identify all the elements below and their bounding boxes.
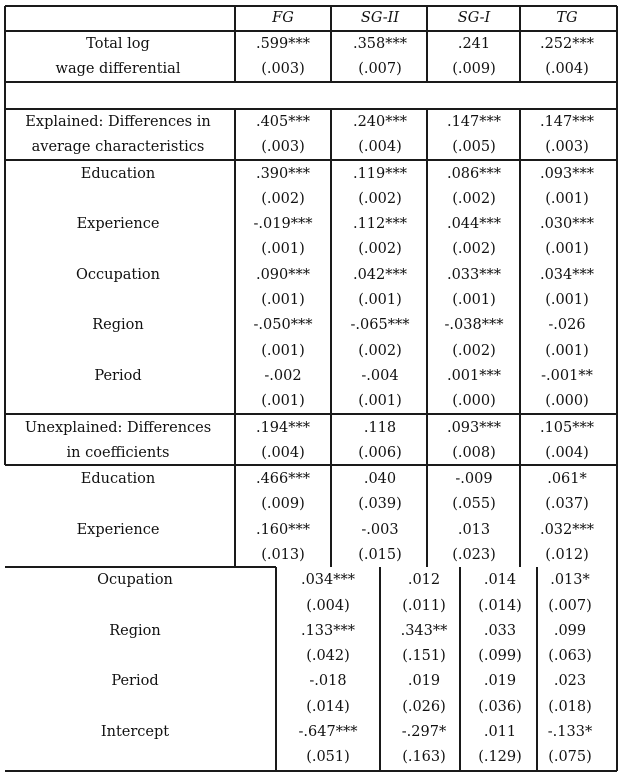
unexplained-region-se-1: (.151) xyxy=(402,648,446,665)
unexplained-ocupation-value-2: .014 xyxy=(483,572,517,589)
explained-experience-se-0: (.001) xyxy=(261,241,305,258)
explained-education-se-0: (.002) xyxy=(261,190,305,207)
explained-period-se-0: (.001) xyxy=(261,393,305,410)
total-se-2: (.009) xyxy=(452,61,496,77)
explained-row-label-experience: Experience xyxy=(76,216,160,233)
unexplained-education-se-0: (.009) xyxy=(261,496,305,513)
unexplained-value-2: .093*** xyxy=(446,420,502,436)
total-value-3: .252*** xyxy=(539,36,595,52)
col-divider-2-lower xyxy=(330,109,332,567)
unexplained-period-value-1: .019 xyxy=(407,673,441,690)
unexplained-education-value-0: .466*** xyxy=(255,471,311,487)
unexplained-ocupation-value-3: .013* xyxy=(550,572,590,589)
unexplained-region-value-0: .133*** xyxy=(300,622,356,639)
unexplained-header-rule xyxy=(5,464,617,466)
spacer-bottom-rule xyxy=(5,108,617,110)
unexplained-se-0: (.004) xyxy=(261,445,305,461)
unexplained-row-label-ocupation: Ocupation xyxy=(97,572,173,589)
explained-occupation-se-0: (.001) xyxy=(261,292,305,308)
explained-experience-value-3: .030*** xyxy=(539,216,595,233)
explained-education-se-1: (.002) xyxy=(358,190,402,207)
total-value-1: .358*** xyxy=(352,36,408,52)
explained-region-value-1: -.065*** xyxy=(350,317,410,334)
unexplained-intercept-value-2: .011 xyxy=(483,724,517,740)
unexplained-intercept-se-2: (.129) xyxy=(478,749,522,766)
explained-education-value-3: .093*** xyxy=(539,165,595,182)
right-border xyxy=(616,6,618,771)
explained-header-rule xyxy=(5,159,617,161)
unexplained-ocupation-se-0: (.004) xyxy=(306,597,350,614)
explained-row-label-education: Education xyxy=(80,165,156,182)
col-divider-4-step xyxy=(536,567,538,771)
explained-value-3: .147*** xyxy=(539,114,595,130)
unexplained-experience-se-2: (.023) xyxy=(452,546,496,563)
explained-experience-se-3: (.001) xyxy=(545,241,589,258)
unexplained-row-label-period: Period xyxy=(111,673,159,690)
explained-se-0: (.003) xyxy=(261,139,305,155)
explained-label-line2: average characteristics xyxy=(31,139,205,155)
explained-education-se-2: (.002) xyxy=(452,190,496,207)
explained-occupation-value-2: .033*** xyxy=(446,266,502,283)
explained-period-value-3: -.001** xyxy=(541,367,593,384)
unexplained-intercept-se-1: (.163) xyxy=(402,749,446,766)
unexplained-intercept-value-3: -.133* xyxy=(547,724,593,740)
col-divider-2 xyxy=(330,6,332,82)
unexplained-se-1: (.006) xyxy=(358,445,402,461)
unexplained-region-se-3: (.063) xyxy=(548,648,592,665)
explained-region-se-2: (.002) xyxy=(452,342,496,359)
unexplained-ocupation-se-1: (.011) xyxy=(402,597,446,614)
unexplained-experience-se-1: (.015) xyxy=(358,546,402,563)
unexplained-value-3: .105*** xyxy=(539,420,595,436)
unexplained-row-label-intercept: Intercept xyxy=(100,724,170,740)
explained-region-se-3: (.001) xyxy=(545,342,589,359)
total-se-0: (.003) xyxy=(261,61,305,77)
unexplained-period-se-3: (.018) xyxy=(548,698,592,715)
explained-se-1: (.004) xyxy=(358,139,402,155)
explained-period-se-2: (.000) xyxy=(452,393,496,410)
unexplained-intercept-se-0: (.051) xyxy=(306,749,350,766)
unexplained-value-0: .194*** xyxy=(255,420,311,436)
left-border-upper xyxy=(4,6,6,465)
explained-region-value-0: -.050*** xyxy=(253,317,313,334)
explained-experience-value-2: .044*** xyxy=(446,216,502,233)
unexplained-experience-se-3: (.012) xyxy=(545,546,589,563)
unexplained-period-value-2: .019 xyxy=(483,673,517,690)
explained-region-value-3: -.026 xyxy=(548,317,586,334)
explained-period-value-2: .001*** xyxy=(446,367,502,384)
unexplained-education-value-2: -.009 xyxy=(455,471,493,487)
unexplained-experience-value-2: .013 xyxy=(457,521,491,538)
unexplained-row-label-experience: Experience xyxy=(76,521,160,538)
explained-period-value-0: -.002 xyxy=(264,367,302,384)
unexplained-education-value-1: .040 xyxy=(363,471,397,487)
explained-occupation-se-3: (.001) xyxy=(545,292,589,308)
unexplained-education-se-2: (.055) xyxy=(452,496,496,513)
explained-value-2: .147*** xyxy=(446,114,502,130)
column-header-fg: FG xyxy=(272,10,294,26)
unexplained-se-2: (.008) xyxy=(452,445,496,461)
explained-experience-se-1: (.002) xyxy=(358,241,402,258)
unexplained-ocupation-value-1: .012 xyxy=(407,572,441,589)
col-divider-1 xyxy=(234,6,236,82)
explained-row-label-region: Region xyxy=(92,317,144,334)
unexplained-region-se-2: (.099) xyxy=(478,648,522,665)
explained-row-label-period: Period xyxy=(94,367,142,384)
explained-education-value-1: .119*** xyxy=(352,165,408,182)
column-header-tg: TG xyxy=(556,10,578,26)
unexplained-ocupation-se-3: (.007) xyxy=(548,597,592,614)
unexplained-period-se-1: (.026) xyxy=(402,698,446,715)
explained-se-2: (.005) xyxy=(452,139,496,155)
table-bottom-rule xyxy=(5,770,617,772)
explained-row-label-occupation: Occupation xyxy=(76,266,160,283)
unexplained-intercept-value-1: -.297* xyxy=(401,724,447,740)
explained-region-se-1: (.002) xyxy=(358,342,402,359)
explained-experience-value-1: .112*** xyxy=(352,216,408,233)
col-divider-4 xyxy=(519,6,521,82)
col-divider-1-lower xyxy=(234,109,236,567)
unexplained-period-value-0: -.018 xyxy=(309,673,347,690)
unexplained-period-se-2: (.036) xyxy=(478,698,522,715)
explained-experience-se-2: (.002) xyxy=(452,241,496,258)
explained-se-3: (.003) xyxy=(545,139,589,155)
unexplained-ocupation-value-0: .034*** xyxy=(300,572,356,589)
unexplained-experience-se-0: (.013) xyxy=(261,546,305,563)
unexplained-row-label-region: Region xyxy=(109,622,161,639)
explained-label-line1: Explained: Differences in xyxy=(25,114,211,130)
total-label-line1: Total log xyxy=(86,36,150,52)
unexplained-region-se-0: (.042) xyxy=(306,648,350,665)
explained-occupation-se-2: (.001) xyxy=(452,292,496,308)
unexplained-experience-value-3: .032*** xyxy=(539,521,595,538)
explained-period-se-3: (.000) xyxy=(545,393,589,410)
unexplained-top-rule xyxy=(5,413,617,415)
unexplained-ocupation-se-2: (.014) xyxy=(478,597,522,614)
unexplained-intercept-se-3: (.075) xyxy=(548,749,592,766)
unexplained-experience-value-0: .160*** xyxy=(255,521,311,538)
unexplained-value-1: .118 xyxy=(363,420,397,436)
col-divider-4-lower xyxy=(519,109,521,567)
total-value-0: .599*** xyxy=(255,36,311,52)
unexplained-intercept-value-0: -.647*** xyxy=(298,724,358,740)
explained-value-1: .240*** xyxy=(352,114,408,130)
column-header-sg-ii: SG-II xyxy=(360,10,400,26)
total-se-3: (.004) xyxy=(545,61,589,77)
explained-value-0: .405*** xyxy=(255,114,311,130)
total-label-line2: wage differential xyxy=(55,61,181,77)
unexplained-education-se-3: (.037) xyxy=(545,496,589,513)
explained-education-se-3: (.001) xyxy=(545,190,589,207)
col-divider-3 xyxy=(426,6,428,82)
unexplained-region-value-3: .099 xyxy=(553,622,587,639)
col-divider-1-step xyxy=(275,567,277,771)
unexplained-label-line1: Unexplained: Differences xyxy=(24,420,212,436)
header-rule xyxy=(5,30,617,32)
col-divider-3-step xyxy=(459,567,461,771)
unexplained-region-value-2: .033 xyxy=(483,622,517,639)
explained-region-value-2: -.038*** xyxy=(444,317,504,334)
explained-occupation-value-1: .042*** xyxy=(352,266,408,283)
explained-occupation-value-0: .090*** xyxy=(255,266,311,283)
unexplained-education-value-3: .061* xyxy=(547,471,587,487)
explained-occupation-value-3: .034*** xyxy=(539,266,595,283)
table-top-rule xyxy=(5,5,617,7)
total-bottom-rule xyxy=(5,81,617,83)
unexplained-period-value-3: .023 xyxy=(553,673,587,690)
total-se-1: (.007) xyxy=(358,61,402,77)
unexplained-period-se-0: (.014) xyxy=(306,698,350,715)
explained-occupation-se-1: (.001) xyxy=(358,292,402,308)
unexplained-se-3: (.004) xyxy=(545,445,589,461)
col-divider-2-step xyxy=(379,567,381,771)
explained-period-se-1: (.001) xyxy=(358,393,402,410)
step-rule-mid xyxy=(235,566,276,568)
explained-experience-value-0: -.019*** xyxy=(253,216,313,233)
unexplained-education-se-1: (.039) xyxy=(358,496,402,513)
unexplained-row-label-education: Education xyxy=(80,471,156,487)
unexplained-experience-value-1: -.003 xyxy=(361,521,399,538)
explained-region-se-0: (.001) xyxy=(261,342,305,359)
total-value-2: .241 xyxy=(457,36,491,52)
explained-education-value-2: .086*** xyxy=(446,165,502,182)
unexplained-region-value-1: .343** xyxy=(400,622,448,639)
explained-period-value-1: -.004 xyxy=(361,367,399,384)
col-divider-3-lower xyxy=(426,109,428,567)
column-header-sg-i: SG-I xyxy=(457,10,491,26)
explained-education-value-0: .390*** xyxy=(255,165,311,182)
step-rule-left xyxy=(5,566,235,568)
unexplained-label-line2: in coefficients xyxy=(66,445,170,461)
